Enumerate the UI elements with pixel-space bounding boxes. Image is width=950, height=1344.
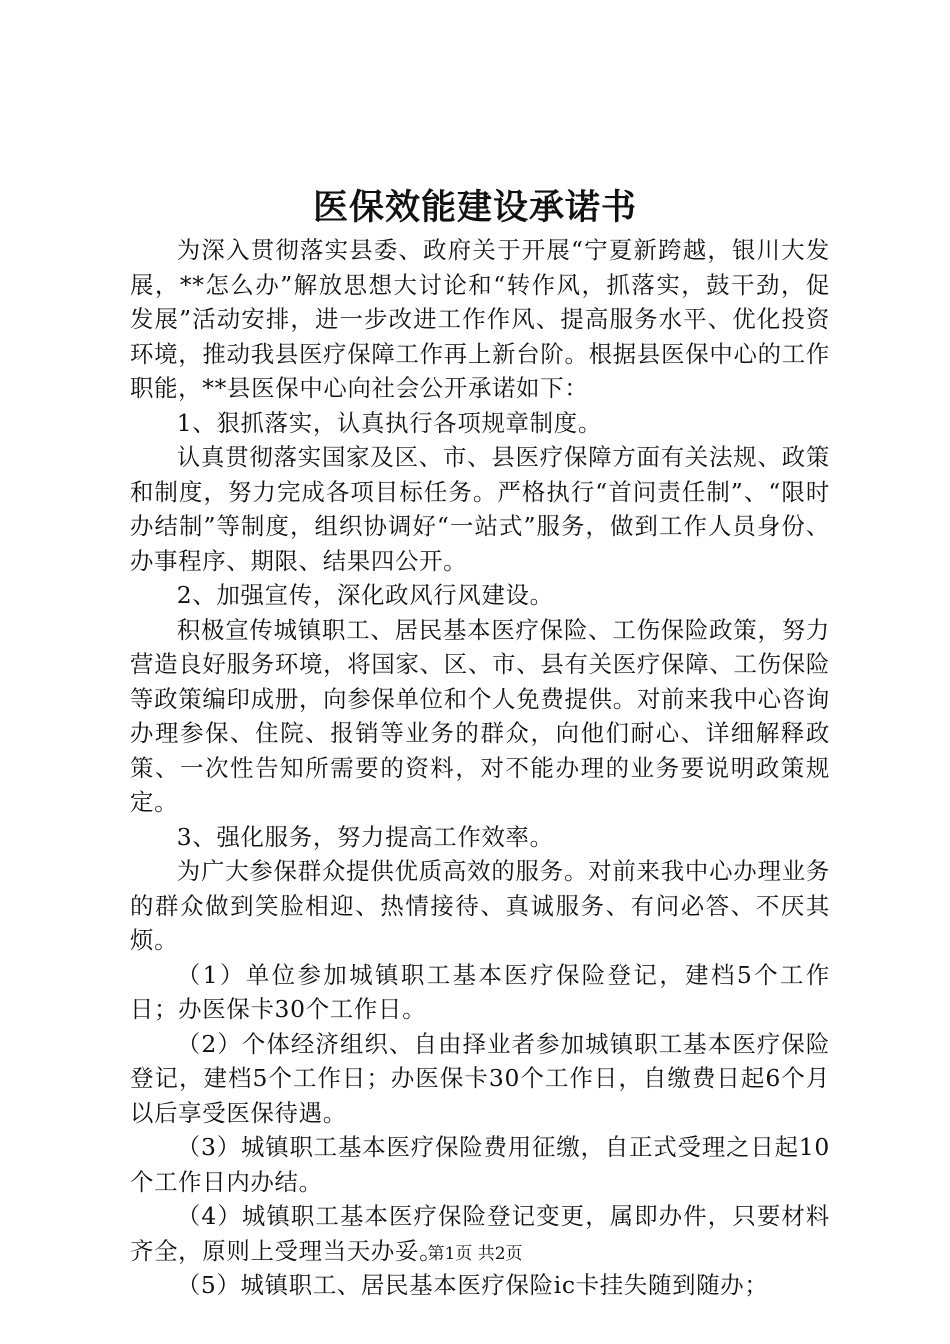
page-footer: 第1页 共2页 (427, 1244, 523, 1264)
section-paragraph-2: 积极宣传城镇职工、居民基本医疗保险、工伤保险政策，努力营造良好服务环境，将国家、区、市、县有关医疗保障、工伤保险等政策编印成册，向参保单位和个人免费提供。对前来我中心咨询办理参保、住院、报销等业务的群众，向他们耐心、详细解释政策、一次性告知所需要的资料，对不能办理的业务要说明政策规定。 (130, 615, 830, 816)
list-item-4: （4）城镇职工基本医疗保险登记变更，属即办件，只要材料齐全，原则上受理当天办妥。 (130, 1202, 830, 1265)
intro-paragraph: 为深入贯彻落实县委、政府关于开展“宁夏新跨越，银川大发展，**怎么办”解放思想大讨论和“转作风，抓落实，鼓干劲，促发展”活动安排，进一步改进工作作风、提高服务水平、优化投资环境，推动我县医疗保障工作再上新台阶。根据县医保中心的工作职能，**县医保中心向社会公开承诺如下： (130, 236, 830, 402)
section-paragraph-1: 认真贯彻落实国家及区、市、县医疗保障方面有关法规、政策和制度，努力完成各项目标任务。严格执行“首问责任制”、“限时办结制”等制度，组织协调好“一站式”服务，做到工作人员身份、办事程序、期限、结果四公开。 (130, 443, 830, 575)
section-heading-3: 3、强化服务，努力提高工作效率。 (176, 822, 554, 851)
list-item-5: （5）城镇职工、居民基本医疗保险ic卡挂失随到随办； (176, 1271, 769, 1299)
section-paragraph-3: 为广大参保群众提供优质高效的服务。对前来我中心办理业务的群众做到笑脸相迎、热情接待、真诚服务、有问必答、不厌其烦。 (130, 857, 830, 954)
list-item-1: （1）单位参加城镇职工基本医疗保险登记，建档5个工作日；办医保卡30个工作日。 (130, 960, 830, 1023)
list-item-2: （2）个体经济组织、自由择业者参加城镇职工基本医疗保险登记，建档5个工作日；办医保卡30个工作日，自缴费日起6个月以后享受医保待遇。 (130, 1029, 830, 1127)
section-heading-1: 1、狠抓落实，认真执行各项规章制度。 (176, 408, 602, 437)
list-item-3: （3）城镇职工基本医疗保险费用征缴，自正式受理之日起10个工作日内办结。 (130, 1133, 830, 1196)
section-heading-2: 2、加强宣传，深化政风行风建设。 (176, 581, 554, 609)
document-body (130, 233, 830, 1303)
document-title: 医保效能建设承诺书 (312, 187, 637, 228)
